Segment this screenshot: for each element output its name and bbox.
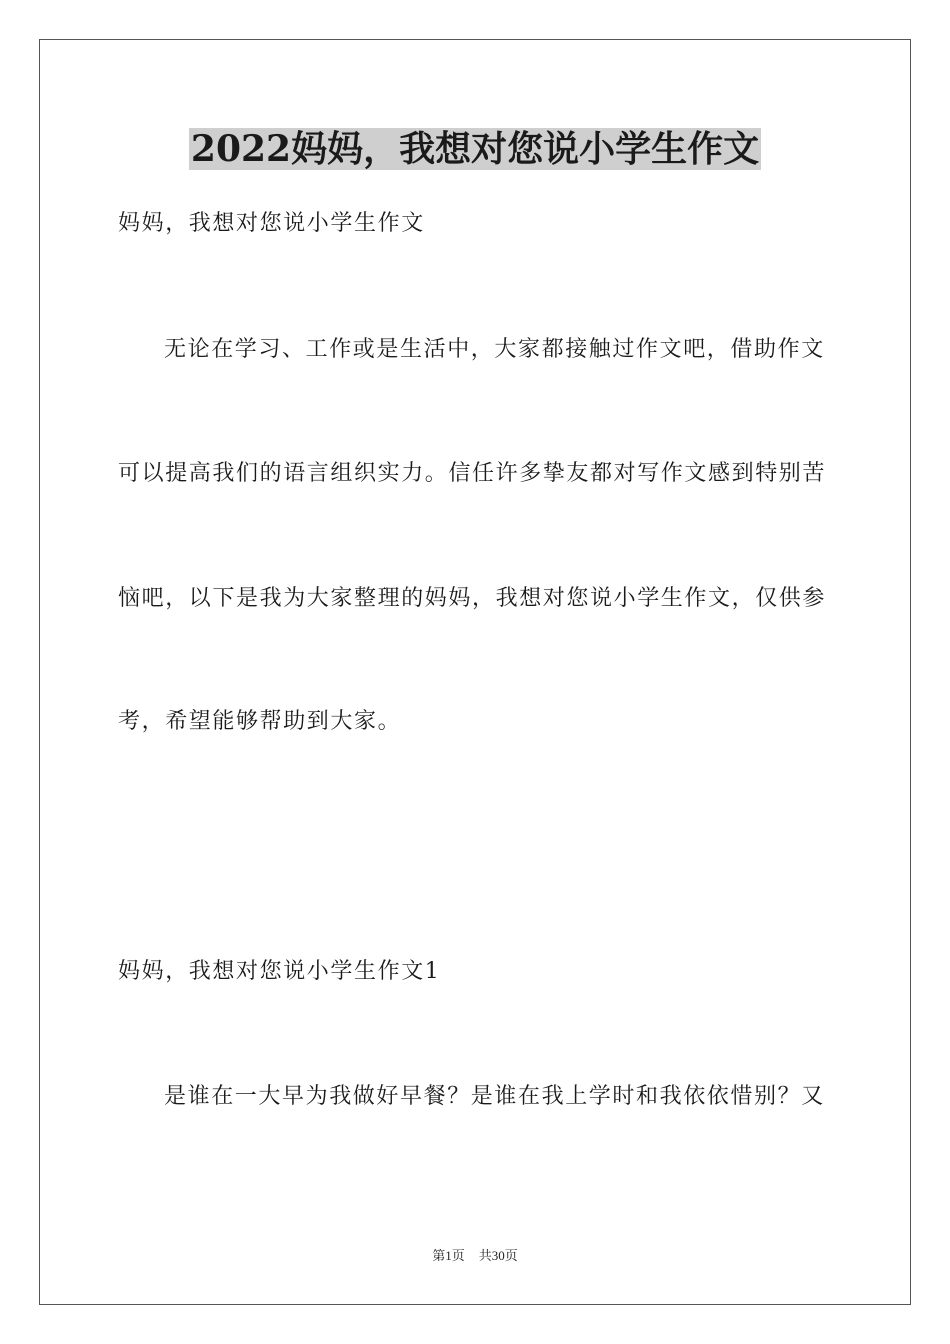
page-footer [0,1247,950,1265]
paragraph-line: 恼吧，以下是我为大家整理的妈妈，我想对您说小学生作文，仅供参 [118,586,827,611]
page-total: 共30页 [478,1248,518,1263]
page-number: 第1页 [432,1248,465,1263]
document-title-text: 2022妈妈，我想对您说小学生作文 [190,128,760,170]
section-heading: 妈妈，我想对您说小学生作文1 [118,959,441,984]
paragraph-line: 无论在学习、工作或是生活中，大家都接触过作文吧，借助作文 [164,337,825,362]
paragraph-line: 考，希望能够帮助到大家。 [118,709,402,734]
paragraph-line: 是谁在一大早为我做好早餐？是谁在我上学时和我依依惜别？又 [164,1084,825,1109]
document-title [0,126,950,172]
document-subtitle: 妈妈，我想对您说小学生作文 [118,211,425,236]
paragraph-line: 可以提高我们的语言组织实力。信任许多挚友都对写作文感到特别苦 [118,461,827,486]
